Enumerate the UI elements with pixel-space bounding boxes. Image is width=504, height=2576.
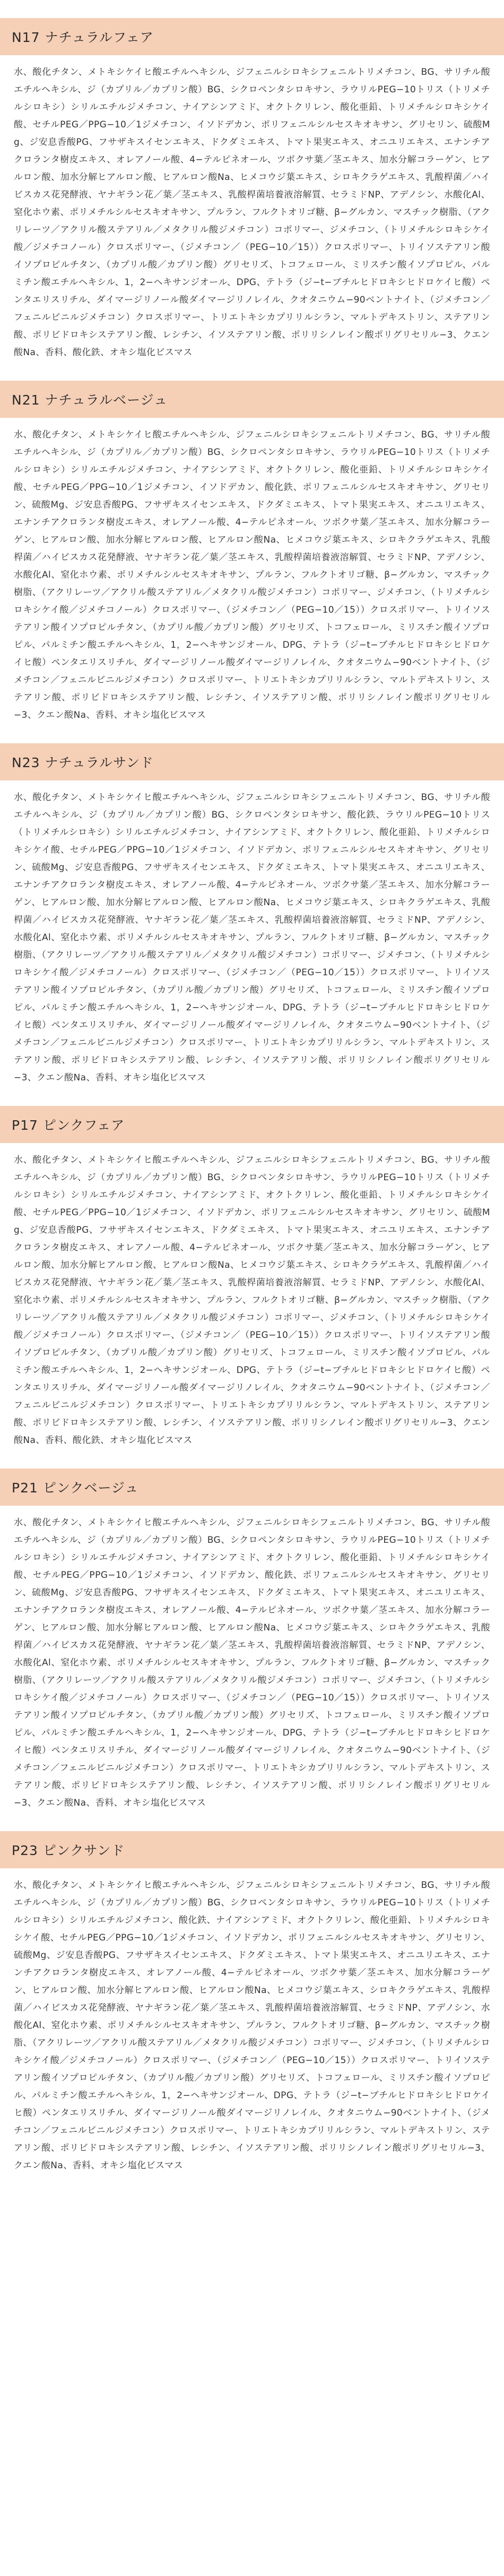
section-title: P17 ピンクフェア — [12, 1118, 125, 1133]
section-header-band — [0, 1106, 504, 1143]
section-header-band — [0, 1469, 504, 1506]
section-title: N23 ナチュラルサンド — [12, 755, 154, 770]
shade-section-n17 — [0, 18, 504, 362]
shade-section-n21 — [0, 381, 504, 724]
section-spacer — [0, 362, 504, 381]
section-header-band — [0, 18, 504, 55]
shade-section-n23 — [0, 743, 504, 1087]
shade-section-p23 — [0, 1831, 504, 2175]
shade-section-p17 — [0, 1106, 504, 1449]
section-header-band — [0, 381, 504, 418]
section-header-band — [0, 743, 504, 780]
ingredients-text: 水、酸化チタン、メトキシケイヒ酸エチルヘキシル、ジフェニルシロキシフェニルトリメチコン、BG、サリチル酸エチルヘキシル、ジ（カプリル／カプリン酸）BG、シクロペンタシロキサン、ラウリルPEG−10トリス（トリメチルシロキシ）シリルエチルジメチコン、ナイアシンアミド、オクトクリレン、酸化亜鉛、トリメチルシロキシケイ酸、セチルPEG／PPG−10／1ジメチコン、イソドデカン、ポリフェニルシルセスキオキサン、グリセリン、硫酸Mg、ジ安息香酸PG、フサザキスイセンエキス、ドクダミエキス、トマト果実エキス、オニユリエキス、エナンチアクロランタ樹皮エキス、オレアノール酸、4−テルピネオール、ツボクサ葉／茎エキス、加水分解コラーゲン、ヒアルロン酸、加水分解ヒアルロン酸、ヒアルロン酸Na、ヒメコウジ葉エキス、シロキクラゲエキス、乳酸桿菌／ハイビスカス花発酵液、ヤナギラン花／葉／茎エキス、乳酸桿菌培養液溶解質、セラミドNP、アデノシン、水酸化Al、窒化ホウ素、ポリメチルシルセスキオキサン、プルラン、フルクトオリゴ糖、β−グルカン、マスチック樹脂、（アクリレーツ／アクリル酸ステアリル／メタクリル酸ジメチコン）コポリマー、ジメチコン、（トリメチルシロキシケイ酸／ジメチコノール）クロスポリマー、（ジメチコン／（PEG−10／15））クロスポリマー、トリイソステアリン酸イソプロピルチタン、（カプリル酸／カプリン酸）グリセリズ、トコフェロール、ミリスチン酸イソプロピル、パルミチン酸エチルヘキシル、1，2−ヘキサンジオール、DPG、テトラ（ジ−t−ブチルヒドロキシヒドロケイヒ酸）ペンタエリスリチル、ダイマージリノール酸ダイマージリノレイル、クオタニウム−90ベントナイト、（ジメチコン／フェニルビニルジメチコン）クロスポリマー、トリエトキシカプリリルシラン、マルトデキストリン、ステアリン酸、ポリビドロキシステアリン酸、レシチン、イソステアリン酸、ポリリシノレイン酸ポリグリセリル−3、クエン酸Na、香料、酸化鉄、オキシ塩化ビスマス — [14, 1155, 490, 1446]
ingredients-text: 水、酸化チタン、メトキシケイヒ酸エチルヘキシル、ジフェニルシロキシフェニルトリメチコン、BG、サリチル酸エチルヘキシル、ジ（カプリル／カプリン酸）BG、シクロペンタシロキサン、ラウリルPEG−10トリス（トリメチルシロキシ）シリルエチルジメチコン、ナイアシンアミド、オクトクリレン、酸化亜鉛、トリメチルシロキシケイ酸、セチルPEG／PPG−10／1ジメチコン、イソドデカン、酸化鉄、ポリフェニルシルセスキオキサン、グリセリン、硫酸Mg、ジ安息香酸PG、フサザキスイセンエキス、ドクダミエキス、トマト果実エキス、オニユリエキス、エナンチアクロランタ樹皮エキス、オレアノール酸、4−テルピネオール、ツボクサ葉／茎エキス、加水分解コラーゲン、ヒアルロン酸、加水分解ヒアルロン酸、ヒアルロン酸Na、ヒメコウジ葉エキス、シロキクラゲエキス、乳酸桿菌／ハイビスカス花発酵液、ヤナギラン花／葉／茎エキス、乳酸桿菌培養液溶解質、セラミドNP、アデノシン、水酸化Al、窒化ホウ素、ポリメチルシルセスキオキサン、プルラン、フルクトオリゴ糖、β−グルカン、マスチック樹脂、（アクリレーツ／アクリル酸ステアリル／メタクリル酸ジメチコン）コポリマー、ジメチコン、（トリメチルシロキシケイ酸／ジメチコノール）クロスポリマー、（ジメチコン／（PEG−10／15））クロスポリマー、トリイソステアリン酸イソプロピルチタン、（カプリル酸／カプリン酸）グリセリズ、トコフェロール、ミリスチン酸イソプロピル、パルミチン酸エチルヘキシル、1，2−ヘキサンジオール、DPG、テトラ（ジ−t−ブチルヒドロキシヒドロケイヒ酸）ペンタエリスリチル、ダイマージリノール酸ダイマージリノレイル、クオタニウム−90ベントナイト、（ジメチコン／フェニルビニルジメチコン）クロスポリマー、トリエトキシカプリリルシラン、マルトデキストリン、ステアリン酸、ポリビドロキシステアリン酸、レシチン、イソステアリン酸、ポリリシノレイン酸ポリグリセリル−3、クエン酸Na、香料、オキシ塩化ビスマス — [14, 430, 490, 720]
shade-section-p21 — [0, 1469, 504, 1812]
section-spacer — [0, 1449, 504, 1469]
ingredients-text: 水、酸化チタン、メトキシケイヒ酸エチルヘキシル、ジフェニルシロキシフェニルトリメチコン、BG、サリチル酸エチルヘキシル、ジ（カプリル／カプリン酸）BG、シクロペンタシロキサン、酸化鉄、ラウリルPEG−10トリス（トリメチルシロキシ）シリルエチルジメチコン、ナイアシンアミド、オクトクリレン、酸化亜鉛、トリメチルシロキシケイ酸、セチルPEG／PPG−10／1ジメチコン、イソドデカン、ポリフェニルシルセスキオキサン、グリセリン、硫酸Mg、ジ安息香酸PG、フサザキスイセンエキス、ドクダミエキス、トマト果実エキス、オニユリエキス、エナンチアクロランタ樹皮エキス、オレアノール酸、4−テルピネオール、ツボクサ葉／茎エキス、加水分解コラーゲン、ヒアルロン酸、加水分解ヒアルロン酸、ヒアルロン酸Na、ヒメコウジ葉エキス、シロキクラゲエキス、乳酸桿菌／ハイビスカス花発酵液、ヤナギラン花／葉／茎エキス、乳酸桿菌培養液溶解質、セラミドNP、アデノシン、水酸化Al、窒化ホウ素、ポリメチルシルセスキオキサン、プルラン、フルクトオリゴ糖、β−グルカン、マスチック樹脂、（アクリレーツ／アクリル酸ステアリル／メタクリル酸ジメチコン）コポリマー、ジメチコン、（トリメチルシロキシケイ酸／ジメチコノール）クロスポリマー、（ジメチコン／（PEG−10／15））クロスポリマー、トリイソステアリン酸イソプロピルチタン、（カプリル酸／カプリン酸）グリセリズ、トコフェロール、ミリスチン酸イソプロピル、パルミチン酸エチルヘキシル、1，2−ヘキサンジオール、DPG、テトラ（ジ−t−ブチルヒドロキシヒドロケイヒ酸）ペンタエリスリチル、ダイマージリノール酸ダイマージリノレイル、クオタニウム−90ベントナイト、（ジメチコン／フェニルビニルジメチコン）クロスポリマー、トリエトキシカプリリルシラン、マルトデキストリン、ステアリン酸、ポリビドロキシステアリン酸、レシチン、イソステアリン酸、ポリリシノレイン酸ポリグリセリル−3、クエン酸Na、香料、オキシ塩化ビスマス — [14, 792, 490, 1083]
section-title: P23 ピンクサンド — [12, 1843, 125, 1858]
section-title: N21 ナチュラルベージュ — [12, 392, 168, 408]
section-spacer — [0, 1087, 504, 1106]
section-spacer — [0, 724, 504, 743]
ingredients-text: 水、酸化チタン、メトキシケイヒ酸エチルヘキシル、ジフェニルシロキシフェニルトリメチコン、BG、サリチル酸エチルヘキシル、ジ（カプリル／カプリン酸）BG、シクロペンタシロキサン、ラウリルPEG−10トリス（トリメチルシロキシ）シリルエチルジメチコン、酸化鉄、ナイアシンアミド、オクトクリレン、酸化亜鉛、トリメチルシロキシケイ酸、セチルPEG／PPG−10／1ジメチコン、イソドデカン、ポリフェニルシルセスキオキサン、グリセリン、硫酸Mg、ジ安息香酸PG、フサザキスイセンエキス、ドクダミエキス、トマト果実エキス、オニユリエキス、エナンチアクロランタ樹皮エキス、オレアノール酸、4−テルピネオール、ツボクサ葉／茎エキス、加水分解コラーゲン、ヒアルロン酸、加水分解ヒアルロン酸、ヒアルロン酸Na、ヒメコウジ葉エキス、シロキクラゲエキス、乳酸桿菌／ハイビスカス花発酵液、ヤナギラン花／葉／茎エキス、乳酸桿菌培養液溶解質、セラミドNP、アデノシン、水酸化Al、窒化ホウ素、ポリメチルシルセスキオキサン、プルラン、フルクトオリゴ糖、β−グルカン、マスチック樹脂、（アクリレーツ／アクリル酸ステアリル／メタクリル酸ジメチコン）コポリマー、ジメチコン、（トリメチルシロキシケイ酸／ジメチコノール）クロスポリマー、（ジメチコン／（PEG−10／15））クロスポリマー、トリイソステアリン酸イソプロピルチタン、（カプリル酸／カプリン酸）グリセリズ、トコフェロール、ミリスチン酸イソプロピル、パルミチン酸エチルヘキシル、1，2−ヘキサンジオール、DPG、テトラ（ジ−t−ブチルヒドロキシヒドロケイヒ酸）ペンタエリスリチル、ダイマージリノール酸ダイマージリノレイル、クオタニウム−90ベントナイト、（ジメチコン／フェニルビニルジメチコン）クロスポリマー、トリエトキシカプリリルシラン、マルトデキストリン、ステアリン酸、ポリビドロキシステアリン酸、レシチン、イソステアリン酸、ポリリシノレイン酸ポリグリセリル−3、クエン酸Na、香料、オキシ塩化ビスマス — [14, 1880, 490, 2171]
section-title: P21 ピンクベージュ — [12, 1480, 139, 1496]
section-title: N17 ナチュラルフェア — [12, 30, 154, 45]
ingredients-text: 水、酸化チタン、メトキシケイヒ酸エチルヘキシル、ジフェニルシロキシフェニルトリメチコン、BG、サリチル酸エチルヘキシル、ジ（カプリル／カプリン酸）BG、シクロペンタシロキサン、ラウリルPEG−10トリス（トリメチルシロキシ）シリルエチルジメチコン、ナイアシンアミド、オクトクリレン、酸化亜鉛、トリメチルシロキシケイ酸、セチルPEG／PPG−10／1ジメチコン、イソドデカン、ポリフェニルシルセスキオキサン、グリセリン、硫酸Mg、ジ安息香酸PG、フサザキスイセンエキス、ドクダミエキス、トマト果実エキス、オニユリエキス、エナンチアクロランタ樹皮エキス、オレアノール酸、4−テルピネオール、ツボクサ葉／茎エキス、加水分解コラーゲン、ヒアルロン酸、加水分解ヒアルロン酸、ヒアルロン酸Na、ヒメコウジ葉エキス、シロキクラゲエキス、乳酸桿菌／ハイビスカス花発酵液、ヤナギラン花／葉／茎エキス、乳酸桿菌培養液溶解質、セラミドNP、アデノシン、水酸化Al、窒化ホウ素、ポリメチルシルセスキオキサン、プルラン、フルクトオリゴ糖、β−グルカン、マスチック樹脂、（アクリレーツ／アクリル酸ステアリル／メタクリル酸ジメチコン）コポリマー、ジメチコン、（トリメチルシロキシケイ酸／ジメチコノール）クロスポリマー、（ジメチコン／（PEG−10／15））クロスポリマー、トリイソステアリン酸イソプロピルチタン、（カプリル酸／カプリン酸）グリセリズ、トコフェロール、ミリスチン酸イソプロピル、パルミチン酸エチルヘキシル、1，2−ヘキサンジオール、DPG、テトラ（ジ−t−ブチルヒドロキシヒドロケイヒ酸）ペンタエリスリチル、ダイマージリノール酸ダイマージリノレイル、クオタニウム−90ベントナイト、（ジメチコン／フェニルビニルジメチコン）クロスポリマー、トリエトキシカプリリルシラン、マルトデキストリン、ステアリン酸、ポリビドロキシステアリン酸、レシチン、イソステアリン酸、ポリリシノレイン酸ポリグリセリル−3、クエン酸Na、香料、酸化鉄、オキシ塩化ビスマス — [14, 67, 490, 358]
ingredients-text: 水、酸化チタン、メトキシケイヒ酸エチルヘキシル、ジフェニルシロキシフェニルトリメチコン、BG、サリチル酸エチルヘキシル、ジ（カプリル／カプリン酸）BG、シクロペンタシロキサン、ラウリルPEG−10トリス（トリメチルシロキシ）シリルエチルジメチコン、ナイアシンアミド、オクトクリレン、酸化亜鉛、トリメチルシロキシケイ酸、セチルPEG／PPG−10／1ジメチコン、イソドデカン、酸化鉄、ポリフェニルシルセスキオキサン、グリセリン、硫酸Mg、ジ安息香酸PG、フサザキスイセンエキス、ドクダミエキス、トマト果実エキス、オニユリエキス、エナンチアクロランタ樹皮エキス、オレアノール酸、4−テルピネオール、ツボクサ葉／茎エキス、加水分解コラーゲン、ヒアルロン酸、加水分解ヒアルロン酸、ヒアルロン酸Na、ヒメコウジ葉エキス、シロキクラゲエキス、乳酸桿菌／ハイビスカス花発酵液、ヤナギラン花／葉／茎エキス、乳酸桿菌培養液溶解質、セラミドNP、アデノシン、水酸化Al、窒化ホウ素、ポリメチルシルセスキオキサン、プルラン、フルクトオリゴ糖、β−グルカン、マスチック樹脂、（アクリレーツ／アクリル酸ステアリル／メタクリル酸ジメチコン）コポリマー、ジメチコン、（トリメチルシロキシケイ酸／ジメチコノール）クロスポリマー、（ジメチコン／（PEG−10／15））クロスポリマー、トリイソステアリン酸イソプロピルチタン、（カプリル酸／カプリン酸）グリセリズ、トコフェロール、ミリスチン酸イソプロピル、パルミチン酸エチルヘキシル、1，2−ヘキサンジオール、DPG、テトラ（ジ−t−ブチルヒドロキシヒドロケイヒ酸）ペンタエリスリチル、ダイマージリノール酸ダイマージリノレイル、クオタニウム−90ベントナイト、（ジメチコン／フェニルビニルジメチコン）クロスポリマー、トリエトキシカプリリルシラン、マルトデキストリン、ステアリン酸、ポリビドロキシステアリン酸、レシチン、イソステアリン酸、ポリリシノレイン酸ポリグリセリル−3、クエン酸Na、香料、オキシ塩化ビスマス — [14, 1517, 490, 1808]
section-spacer — [0, 1812, 504, 1831]
section-header-band — [0, 1831, 504, 1868]
